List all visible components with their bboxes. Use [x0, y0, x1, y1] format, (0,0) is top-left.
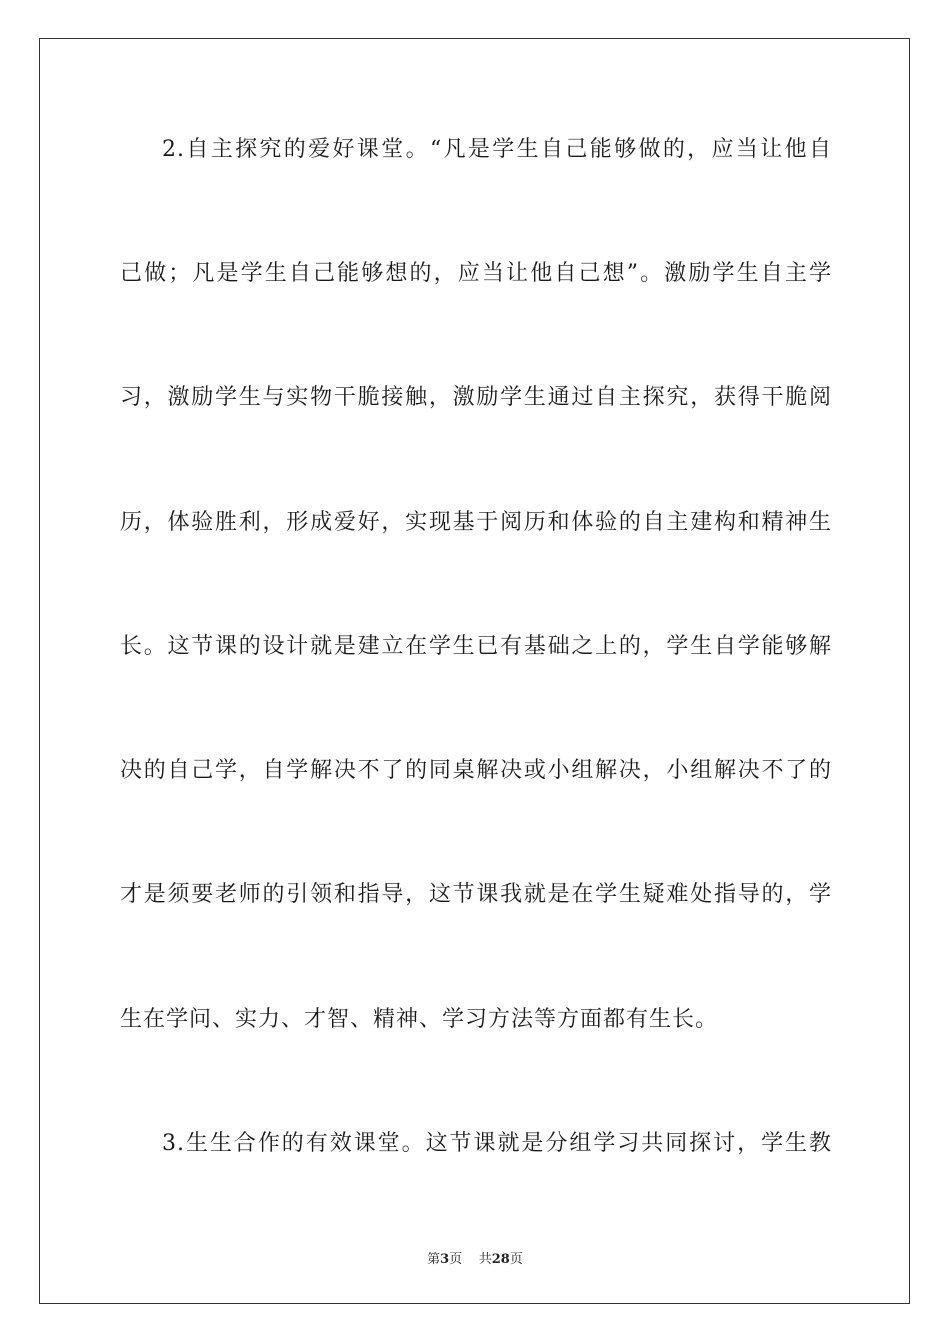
paragraph-line: 才是须要老师的引领和指导，这节课我就是在学生疑难处指导的，学	[120, 882, 832, 907]
page-suffix: 页	[449, 1252, 463, 1267]
paragraph-line: 决的自己学，自学解决不了的同桌解决或小组解决，小组解决不了的	[120, 758, 832, 783]
total-prefix: 共	[478, 1252, 492, 1267]
paragraph-line: 历，体验胜利，形成爱好，实现基于阅历和体验的自主建构和精神生	[120, 510, 832, 535]
paragraph-line: 习，激励学生与实物干脆接触，激励学生通过自主探究，获得干脆阅	[120, 385, 832, 410]
page-number: 3	[440, 1252, 450, 1267]
paragraph-line: 3.生生合作的有效课堂。这节课就是分组学习共同探讨，学生教	[162, 1131, 832, 1156]
page-footer	[0, 1248, 950, 1267]
paragraph-line: 2.自主探究的爱好课堂。“凡是学生自己能够做的，应当让他自	[162, 137, 832, 162]
paragraph-line: 长。这节课的设计就是建立在学生已有基础之上的，学生自学能够解	[120, 634, 832, 659]
paragraph-line: 生在学问、实力、才智、精神、学习方法等方面都有生长。	[120, 1007, 719, 1032]
page-border	[39, 38, 910, 1304]
paragraph-line: 己做；凡是学生自己能够想的，应当让他自己想”。激励学生自主学	[120, 261, 832, 286]
total-pages: 28	[491, 1252, 510, 1267]
total-suffix: 页	[509, 1252, 523, 1267]
page-prefix: 第	[427, 1252, 441, 1267]
